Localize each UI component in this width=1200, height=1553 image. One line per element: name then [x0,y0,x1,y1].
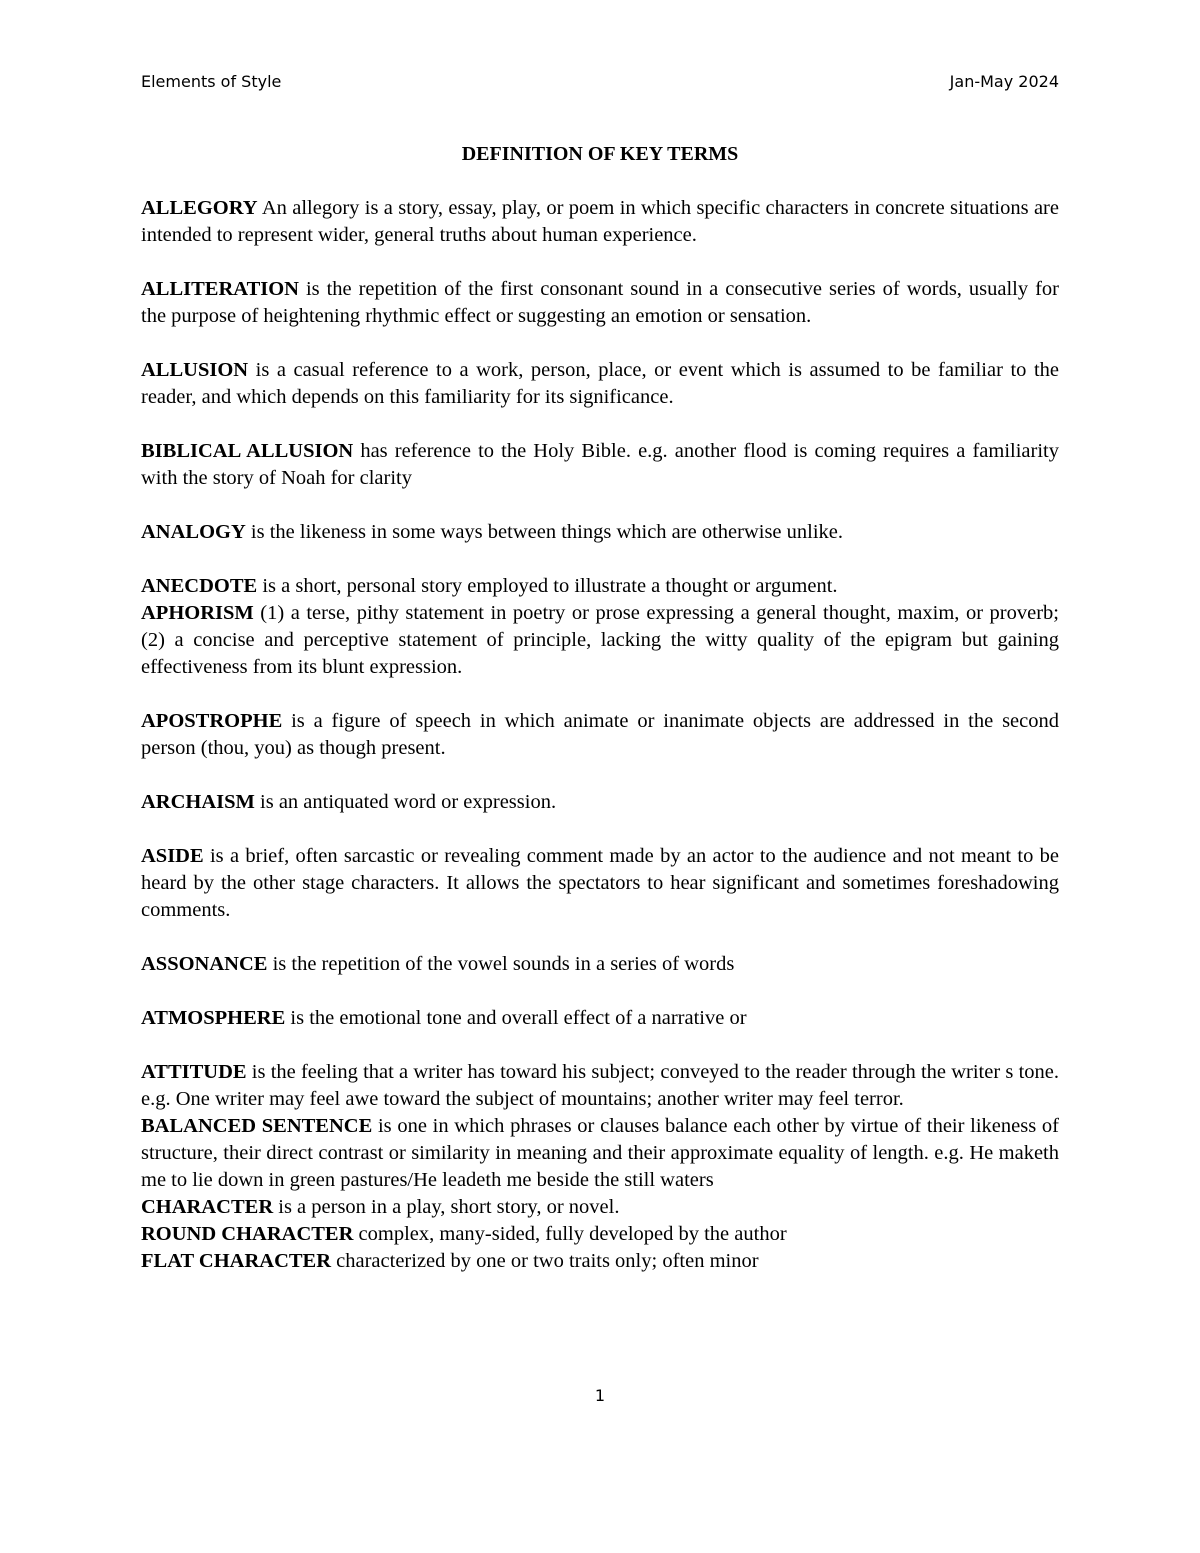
definition-term: ROUND CHARACTER [141,1223,354,1245]
definition-term: CHARACTER [141,1196,274,1218]
definition-assonance [141,951,1059,978]
definition-term: BALANCED SENTENCE [141,1115,373,1137]
definition-alliteration [141,276,1059,330]
definition-term: ALLEGORY [141,197,258,219]
definition-term: FLAT CHARACTER [141,1250,332,1272]
definition-text: is the repetition of the vowel sounds in a series of words [267,953,735,975]
definition-term: APHORISM [141,602,254,624]
definition-atmosphere [141,1005,1059,1032]
definition-analogy [141,519,1059,546]
definition-text: is the likeness in some ways between things which are otherwise unlike. [245,521,844,543]
definition-round-character [141,1221,1059,1248]
definition-text: is the emotional tone and overall effect of a narrative or [285,1007,747,1029]
definition-attitude [141,1059,1059,1113]
definition-aphorism [141,600,1059,681]
definition-text: is a figure of speech in which animate or inanimate objects are addressed in the second person (thou, you) as though present. [141,710,1059,759]
definition-allegory [141,195,1059,249]
page-header [141,72,1059,91]
definition-text: is an antiquated word or expression. [254,791,557,813]
definition-text: An allegory is a story, essay, play, or poem in which specific characters in concrete situations are intended to represent wider, general truths about human experience. [141,197,1059,246]
definition-text: is the feeling that a writer has toward his subject; conveyed to the reader through the writer s tone. e.g. One writer may feel awe toward the subject of mountains; another writer may feel terror. [141,1061,1059,1110]
definition-term: ARCHAISM [141,791,255,813]
definition-text: is the repetition of the first consonant sound in a consecutive series of words, usually for the purpose of heightening rhythmic effect or suggesting an emotion or sensation. [141,278,1059,327]
definition-term: ASSONANCE [141,953,268,975]
definition-text: (1) a terse, pithy statement in poetry or prose expressing a general thought, maxim, or proverb; (2) a concise and perceptive statement of principle, lacking the witty quality of the epigram but gaining effectiveness from its blunt expression. [141,602,1059,678]
definition-term: BIBLICAL ALLUSION [141,440,354,462]
definition-text: is a brief, often sarcastic or revealing comment made by an actor to the audience and not meant to be heard by the other stage characters. It allows the spectators to hear significant and sometimes foreshadowing comments. [141,845,1059,921]
definition-term: ANALOGY [141,521,246,543]
header-course-title: Elements of Style [141,72,282,91]
definitions-list [141,195,1059,1275]
definition-term: ANECDOTE [141,575,258,597]
definition-flat-character [141,1248,1059,1275]
definition-apostrophe [141,708,1059,762]
definition-balanced-sentence [141,1113,1059,1194]
definition-term: ALLUSION [141,359,249,381]
definition-biblical-allusion [141,438,1059,492]
definition-allusion [141,357,1059,411]
header-term-dates: Jan-May 2024 [949,72,1059,91]
definition-text: complex, many-sided, fully developed by the author [353,1223,787,1245]
definition-term: ASIDE [141,845,204,867]
definition-text: is a casual reference to a work, person, place, or event which is assumed to be familiar to the reader, and which depends on this familiarity for its significance. [141,359,1059,408]
page-number: 1 [594,1386,606,1405]
definition-text: is a short, personal story employed to illustrate a thought or argument. [257,575,838,597]
definition-archaism [141,789,1059,816]
definition-text: characterized by one or two traits only; often minor [331,1250,759,1272]
definition-text: is one in which phrases or clauses balance each other by virtue of their likeness of structure, their direct contrast or similarity in meaning and their approximate equality of length. e.g. He maketh me to lie down in green pastures/He leadeth me beside the still waters [141,1115,1059,1191]
definition-term: ATTITUDE [141,1061,247,1083]
definition-aside [141,843,1059,924]
page-title: DEFINITION OF KEY TERMS [461,143,739,165]
definition-term: ALLITERATION [141,278,299,300]
definition-term: APOSTROPHE [141,710,283,732]
definition-term: ATMOSPHERE [141,1007,286,1029]
definition-text: is a person in a play, short story, or novel. [273,1196,620,1218]
definition-character [141,1194,1059,1221]
definition-anecdote [141,573,1059,600]
definition-text: has reference to the Holy Bible. e.g. another flood is coming requires a familiarity with the story of Noah for clarity [141,440,1059,489]
